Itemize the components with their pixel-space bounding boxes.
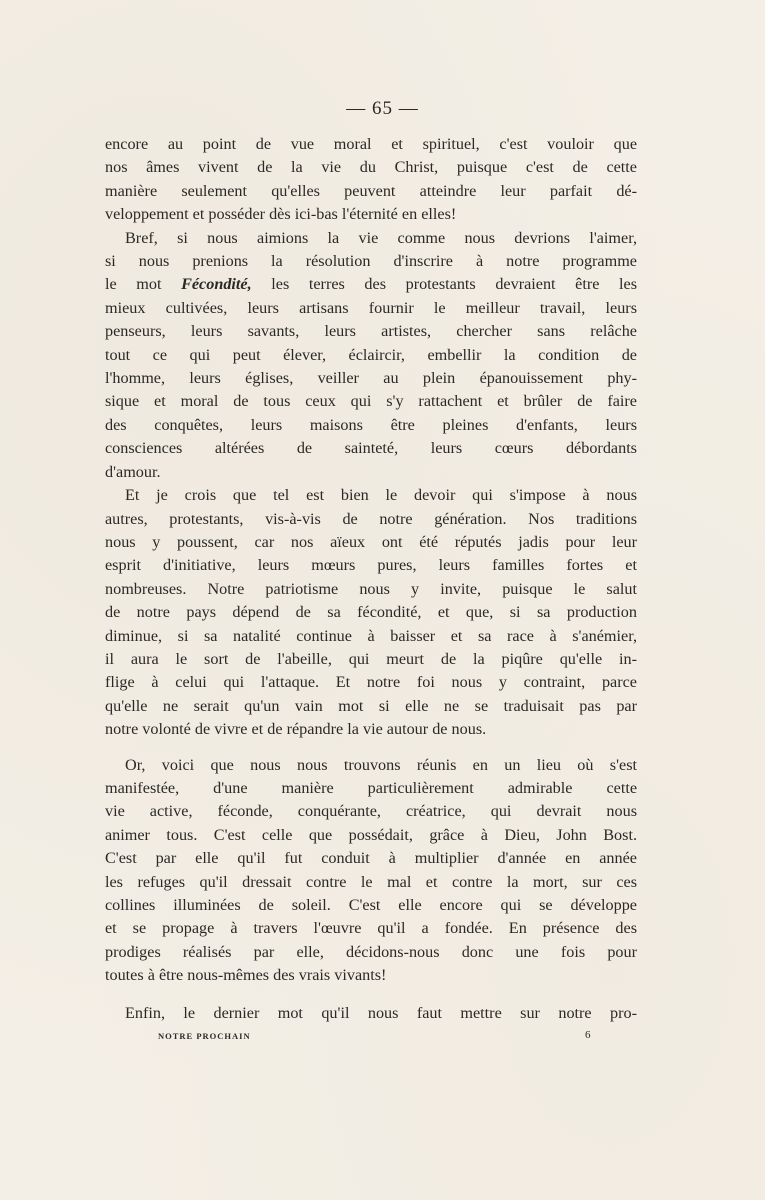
text-line: Bref, si nous aimions la vie comme nous devrions l'aimer, xyxy=(125,228,637,247)
text-line: d'amour. xyxy=(105,462,161,481)
footer-signature: NOTRE PROCHAIN xyxy=(158,1031,251,1041)
text-line: notre volonté de vivre et de répandre la vie autour de nous. xyxy=(105,720,487,739)
text-line: vie active, féconde, conquérante, créatrice, qui devrait nous xyxy=(105,802,637,821)
text-line: consciences altérées de sainteté, leurs cœurs débordants xyxy=(105,439,637,458)
text-line: manière seulement qu'elles peuvent atteindre leur parfait dé- xyxy=(105,181,637,200)
text-line: C'est par elle qu'il fut conduit à multiplier d'année en année xyxy=(105,849,637,868)
text-line: collines illuminées de soleil. C'est elle encore qui se développe xyxy=(105,896,637,914)
text-line: autres, protestants, vis-à-vis de notre génération. Nos traditions xyxy=(105,509,637,528)
text-line: sique et moral de tous ceux qui s'y rattachent et brûler de faire xyxy=(105,392,637,411)
text-line: Et je crois que tel est bien le devoir qui s'impose à nous xyxy=(125,486,637,505)
text-line: nous y poussent, car nos aïeux ont été réputés jadis pour leur xyxy=(105,532,637,551)
text-line: et se propage à travers l'œuvre qu'il a fondée. En présence des xyxy=(105,919,637,938)
text-fragment: le mot xyxy=(105,275,162,294)
text-line: esprit d'initiative, leurs mœurs pures, leurs familles fortes et xyxy=(105,556,637,575)
body-text xyxy=(105,133,637,1025)
text-line: tout ce qui peut élever, éclaircir, embellir la condition de xyxy=(105,345,637,364)
text-line: Enfin, le dernier mot qu'il nous faut mettre sur notre pro- xyxy=(125,1003,637,1022)
text-line: les refuges qu'il dressait contre le mal et contre la mort, sur ces xyxy=(105,872,637,891)
text-line: qu'elle ne serait qu'un vain mot si elle ne se traduisait pas par xyxy=(105,696,637,715)
text-line: flige à celui qui l'attaque. Et notre foi nous y contraint, parce xyxy=(105,673,637,692)
paragraph-3 xyxy=(105,484,637,741)
text-line: encore au point de vue moral et spirituel, c'est vouloir que xyxy=(105,135,637,153)
text-line: Or, voici que nous nous trouvons réunis en un lieu où s'est xyxy=(125,755,637,774)
text-line: de notre pays dépend de sa fécondité, et que, si sa production xyxy=(105,603,637,622)
page-number: — 65 — xyxy=(346,98,419,119)
text-line: nombreuses. Notre patriotisme nous y invite, puisque le salut xyxy=(105,579,637,598)
paragraph-5 xyxy=(105,1002,637,1025)
text-line: l'homme, leurs églises, veiller au plein épanouissement phy- xyxy=(105,369,637,388)
emphasis-word: Fécondité, xyxy=(181,275,252,294)
paragraph-2 xyxy=(105,227,637,484)
text-line: penseurs, leurs savants, leurs artistes, chercher sans relâche xyxy=(105,322,637,341)
text-line: nos âmes vivent de la vie du Christ, puisque c'est de cette xyxy=(105,158,637,177)
text-line: veloppement et posséder dès ici-bas l'éternité en elles! xyxy=(105,205,457,224)
sheet-number: 6 xyxy=(585,1029,591,1041)
paragraph-4 xyxy=(105,754,637,988)
text-line: toutes à être nous-mêmes des vrais vivants! xyxy=(105,966,387,985)
text-line: il aura le sort de l'abeille, qui meurt de la piqûre qu'elle in- xyxy=(105,649,637,668)
text-line: animer tous. C'est celle que possédait, grâce à Dieu, John Bost. xyxy=(105,825,637,844)
paragraph-spacer xyxy=(105,988,637,1002)
text-line: des conquêtes, leurs maisons être pleines d'enfants, leurs xyxy=(105,415,637,434)
text-fragment: les terres des protestants devraient être les xyxy=(271,275,637,294)
text-line-with-emphasis xyxy=(105,273,637,296)
text-line: mieux cultivées, leurs artisans fournir le meilleur travail, leurs xyxy=(105,298,637,317)
text-line: prodiges réalisés par elle, décidons-nous donc une fois pour xyxy=(105,942,637,961)
paragraph-spacer xyxy=(105,742,637,754)
text-line: manifestée, d'une manière particulièrement admirable cette xyxy=(105,778,637,797)
text-line: si nous prenions la résolution d'inscrire à notre programme xyxy=(105,252,637,271)
paragraph-1 xyxy=(105,133,637,227)
text-line: diminue, si sa natalité continue à baisser et sa race à s'anémier, xyxy=(105,626,637,645)
